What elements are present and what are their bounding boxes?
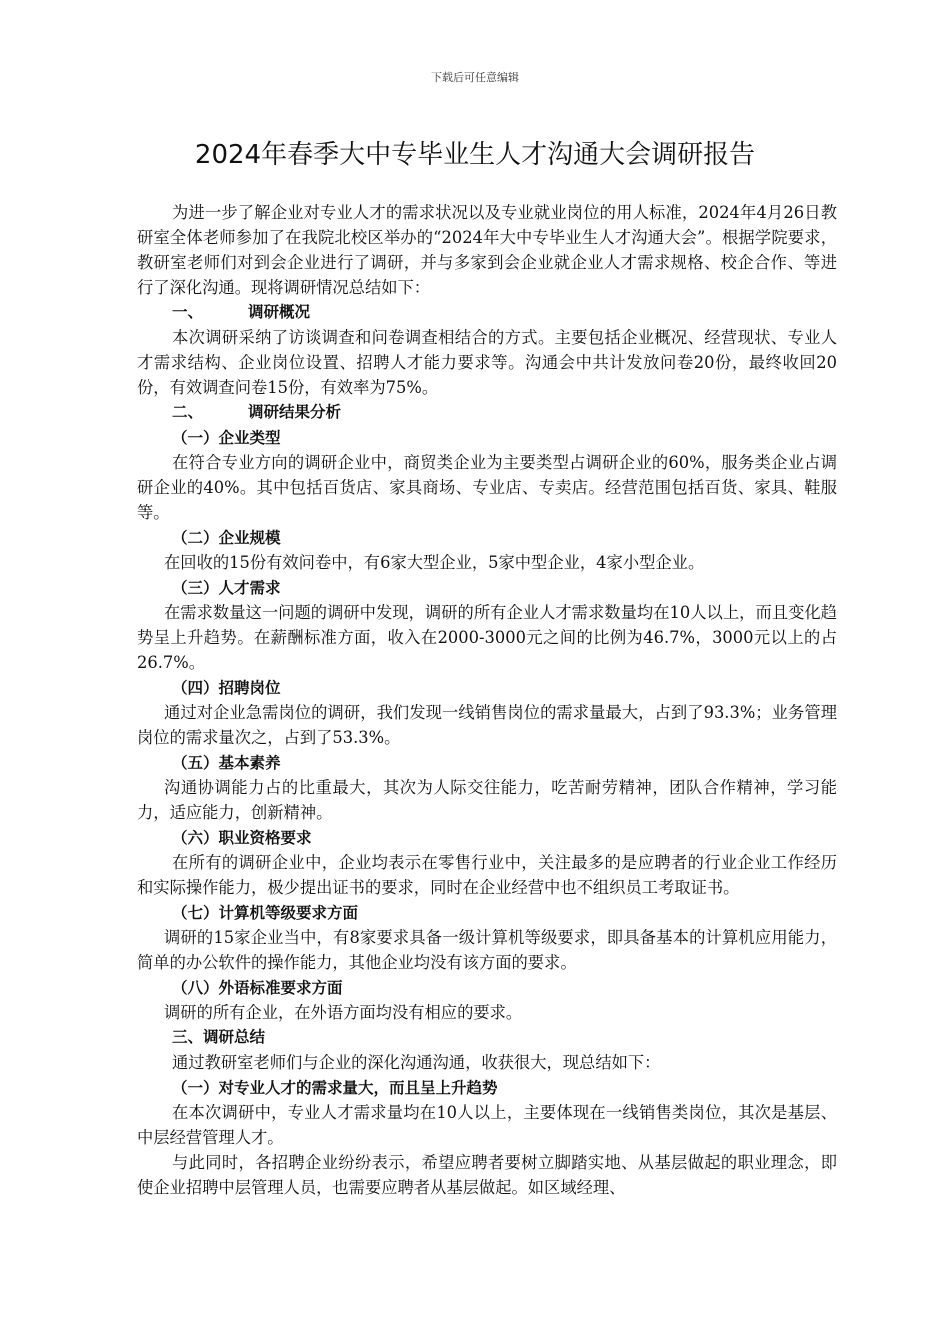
subsection-body: 通过对企业急需岗位的调研，我们发现一线销售岗位的需求量最大，占到了93.3%；业务管理岗位的需求量次之，占到了53.3%。	[137, 703, 837, 747]
section-1-heading	[137, 300, 837, 325]
subsection-body: 调研的所有企业，在外语方面均没有相应的要求。	[164, 1003, 523, 1022]
subsection-body: 在需求数量这一问题的调研中发现，调研的所有企业人才需求数量均在10人以上，而且变化趋势呈上升趋势。在薪酬标准方面，收入在2000-3000元之间的比例为46.7%，3000元以上的占26.7%。	[137, 603, 837, 672]
section-3-paragraph: 在本次调研中，专业人才需求量均在10人以上，主要体现在一线销售类岗位，其次是基层、中层经营管理人才。	[137, 1103, 837, 1147]
section-3-heading: 三、调研总结	[172, 1028, 266, 1046]
subsection-heading: （二）企业规模	[172, 528, 281, 547]
subsection-heading: （七）计算机等级要求方面	[172, 903, 359, 922]
subsection-heading: （四）招聘岗位	[172, 678, 281, 697]
section-2-heading	[137, 400, 837, 425]
section-1-title: 调研概况	[248, 303, 311, 321]
subsection-heading: （八）外语标准要求方面	[172, 978, 343, 997]
subsection-body: 调研的15家企业当中，有8家要求具备一级计算机等级要求，即具备基本的计算机应用能力，简单的办公软件的操作能力，其他企业均没有该方面的要求。	[137, 928, 837, 972]
subsection-heading: （三）人才需求	[172, 578, 281, 597]
subsection-body: 沟通协调能力占的比重最大，其次为人际交往能力，吃苦耐劳精神，团队合作精神，学习能力，适应能力，创新精神。	[137, 778, 837, 822]
header-note: 下载后可任意编辑	[431, 71, 519, 84]
section-3-paragraph: 与此同时，各招聘企业纷纷表示，希望应聘者要树立脚踏实地、从基层做起的职业理念，即使企业招聘中层管理人员，也需要应聘者从基层做起。如区域经理、	[137, 1153, 837, 1197]
subsection-body: 在符合专业方向的调研企业中，商贸类企业为主要类型占调研企业的60%，服务类企业占调研企业的40%。其中包括百货店、家具商场、专业店、专卖店。经营范围包括百货、家具、鞋服等。	[137, 453, 837, 522]
section-1-number: 一、	[172, 303, 204, 321]
section-3-lead: 通过教研室老师们与企业的深化沟通沟通，收获很大，现总结如下：	[172, 1053, 661, 1072]
section-3-subheading: （一）对专业人才的需求量大，而且呈上升趋势	[172, 1078, 498, 1097]
document-body	[137, 200, 837, 1200]
document-title: 2024年春季大中专毕业生人才沟通大会调研报告	[194, 140, 756, 170]
subsection-body: 在回收的15份有效问卷中，有6家大型企业，5家中型企业，4家小型企业。	[164, 553, 705, 572]
subsection-heading: （六）职业资格要求	[172, 828, 312, 847]
subsection-body: 在所有的调研企业中，企业均表示在零售行业中，关注最多的是应聘者的行业企业工作经历和实际操作能力，极少提出证书的要求，同时在企业经营中也不组织员工考取证书。	[137, 853, 837, 897]
intro-paragraph: 为进一步了解企业对专业人才的需求状况以及专业就业岗位的用人标准，2024年4月26日教研室全体老师参加了在我院北校区举办的“2024年大中专毕业生人才沟通大会”。根据学院要求，教研室老师们对到会企业进行了调研，并与多家到会企业就企业人才需求规格、校企合作、等进行了深化沟通。现将调研情况总结如下：	[137, 203, 837, 297]
section-2-title: 调研结果分析	[248, 403, 342, 421]
subsection-heading: （一）企业类型	[172, 428, 281, 447]
section-1-body: 本次调研采纳了访谈调查和问卷调查相结合的方式。主要包括企业概况、经营现状、专业人才需求结构、企业岗位设置、招聘人才能力要求等。沟通会中共计发放问卷20份，最终收回20份，有效调查问卷15份，有效率为75%。	[137, 328, 837, 397]
section-2-number: 二、	[172, 403, 204, 421]
subsection-heading: （五）基本素养	[172, 753, 281, 772]
